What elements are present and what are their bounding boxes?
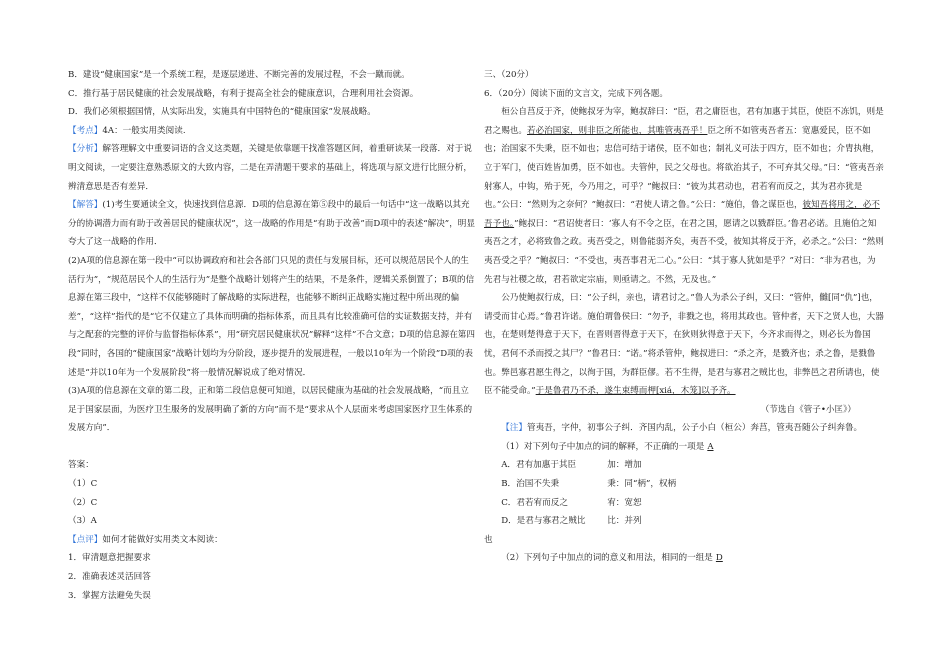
- passage-paragraph-2: [484, 289, 884, 401]
- dianping-tag: 【点评】: [68, 534, 103, 545]
- answer-1: （1）C: [68, 479, 98, 490]
- dianping-text: 如何才能做好实用类文本阅读：: [102, 534, 223, 545]
- option-sentence: C．君若宥而反之: [501, 497, 568, 508]
- option-row: [484, 456, 884, 475]
- option-d-text: D．我们必须根据国情，从实际出发，实施具有中国特色的“健康国家”发展战略。: [68, 107, 376, 118]
- answer-3: （3）A: [68, 516, 97, 527]
- sub-question-2-text: （2）下列句子中加点的词的意义和用法，相同的一组是: [501, 553, 713, 564]
- jieda-tag: 【解答】: [68, 200, 103, 211]
- passage-text: 桓公自莒反于齐，使鲍叔牙为宰，鲍叔辞曰：“臣，君之庸臣也，君有加惠于其臣，使臣不冻饥，则是君之赐也。: [484, 107, 884, 136]
- passage-text: 公乃使鲍叔行成，曰：“公子纠，亲也，请君讨之。”鲁人为杀公子纠，又曰：“管仲，雠[同“仇”]也，请受而甘心焉。”鲁君许诺。施伯谓鲁侯曰：“勿予，非戮之也，将用其政也。管仲者，天下之贤人也，大器也，在楚则楚得意于天下，在晋则晋得意于天下，在狄则狄得意于天下，今齐求而得之，则必长为鲁国忧，君何不杀而授之其尸？”鲁君曰：“诺。”将杀管仲，鲍叔进曰：“杀之齐，是戮齐也；杀之鲁，是戮鲁也。弊邑寡君愿生得之，以徇于国，为群臣僇。若不生得，是君与寡君之贼比也，非弊邑之君所请也，使臣不能受命。”: [484, 293, 884, 397]
- jieda-part-3: (3)A项的信息源在文章的第二段，正和第二段信息便可知道，以居民健康为基础的社会发展战略，“而且立足于国家层面，为医疗卫生服务的发展明确了新的方向”而不是“要求从个人层面来考虑国家医疗卫生体系的发展方向”．: [68, 386, 473, 434]
- note-tag: 【注】: [501, 423, 527, 434]
- underlined-sentence-2: 彼知吾将用之，必不吾予也。: [484, 200, 880, 229]
- passage-text: 臣之所不如管夷吾者五：宽惠爱民，臣不如也；治国家不失秉，臣不如也；忠信可结于诸侯，臣不如也；制礼义可法于四方，臣不如也；介胄执枹，立于军门，使百姓皆加勇，臣不如也。夫管仲，民之父母也。将欲治其子，不可弃其父母。”曰：“管夷吾亲射寡人，中钩，殆于死，今乃用之，可乎？”鲍叔曰：“彼为其君动也，君若宥而反之，其为君亦犹是也。”公曰：“然则为之奈何？”鲍叔曰：“君使人请之鲁。”公曰：“施伯，鲁之谋臣也，: [484, 125, 884, 211]
- sub-question-2: [484, 549, 884, 568]
- tip-2: 2．准确表述灵活回答: [68, 572, 151, 583]
- left-column: [68, 66, 476, 605]
- kaodian-tag: 【考点】: [68, 125, 103, 136]
- option-gloss: 比：并列: [607, 516, 642, 527]
- passage-text: ”鲍叔曰：“君诏使者曰：‘寡人有不令之臣，在君之国，愿请之以戮群臣。’鲁君必诺。且施伯之知夷吾之才，必将致鲁之政。夷吾受之，则鲁能弱齐矣，夷吾不受，彼知其将反于齐，必杀之。”公曰：“然则夷吾受之乎？”鲍叔曰：“不受也，夷吾事君无二心。”公曰：“其于寡人犹如是乎？”对曰：“非为君也，为先君与社稷之故，君若欲定宗庙，则亟请之。不然，无及也。”: [484, 218, 884, 285]
- answer-label: 答案：: [68, 460, 94, 471]
- fenxi-text: 解答理解文中重要词语的含义这类题，关键是依靠题干找准答题区间，着重研读某一段落．对于说明文阅读，一定要注意熟悉原文的大致内容，二是在弄清题干要求的基础上，将选项与原文进行比照分析，辨清意思是否有差异．: [68, 144, 472, 192]
- question-6-stem: 6．（20分）阅读下面的文言文，完成下列各题。: [484, 88, 668, 99]
- sub-question-1: [484, 438, 884, 457]
- fenxi-tag: 【分析】: [68, 144, 103, 155]
- option-gloss: 加：增加: [607, 460, 642, 471]
- dianping-block: [68, 531, 476, 550]
- tip-1: 1．审清题意把握要求: [68, 553, 151, 564]
- passage-source: （节选自《管子•小匡》）: [760, 404, 856, 415]
- sub-question-2-answer: D: [715, 553, 723, 564]
- option-row: [484, 494, 884, 513]
- sub-question-1-answer: A: [707, 441, 714, 452]
- passage-paragraph-1: [484, 103, 884, 289]
- underlined-sentence-1: 若必治国家，则非臣之所能也，其唯管夷吾乎！: [526, 125, 708, 136]
- section-heading: 三、（20分）: [484, 70, 534, 80]
- answer-2: （2）C: [68, 497, 98, 508]
- fenxi-block: [68, 140, 476, 196]
- jieda-part-1: (1)考生要通读全文，快速找到信息源．D项的信息源在第⑤段中的最后一句话中“这一战略以其充分的协调潜力而有助于改善居民的健康状况”，这一战略的作用是“有助于改善”而D项中的表述“解决”，明显夸大了这一战略的作用．: [68, 200, 475, 248]
- option-gloss: 宥：宽恕: [607, 497, 642, 508]
- option-c-text: C．推行基于居民健康的社会发展战略，有利于提高全社会的健康意识，合理利用社会资源。: [68, 88, 419, 99]
- option-sentence: A．君有加惠于其臣: [501, 460, 577, 471]
- kaodian-text: 4A：一般实用类阅读.: [102, 125, 186, 136]
- note-text: 管夷吾，字仲，初事公子纠．齐国内乱，公子小白（桓公）奔莒，管夷吾随公子纠奔鲁。: [526, 423, 863, 434]
- kaodian-block: [68, 122, 476, 141]
- option-sentence: D．是君与寡君之贼比也: [484, 516, 586, 545]
- option-row: [484, 512, 884, 549]
- sub-question-1-text: （1）对下列句子中加点的词的解释，不正确的一项是: [501, 441, 705, 452]
- option-sentence: B．治国不失秉: [501, 479, 560, 490]
- underlined-sentence-3: 于是鲁君乃不杀，遂生束缚而柙[xiá，木笼]以予齐。: [535, 386, 736, 397]
- tip-3: 3．掌握方法避免失误: [68, 590, 151, 601]
- note-block: [484, 419, 884, 438]
- jieda-part-2: (2)A项的信息源在第一段中“可以协调政府和社会各部门只见的责任与发展目标，还可以规范居民个人的生活行为”，“规范居民个人的生活行为”是整个战略计划将产生的结果，不是条件，逻辑关系倒置了；B项的信息源在第三段中，“这样不仅能够随时了解战略的实际进程，也能够不断纠正战略实施过程中所出现的偏差”，“这样”指代的是“它不仅建立了具体而明确的指标体系，而且具有比较准确可信的实证数据支持，并有与之配套的完整的评价与监督指标体系”，用“研究居民健康状况”解释“这样”不合文意；D项的信息源在第四段“同时，各国的“健康国家”战略计划均为分阶段，逐步提升的发展进程，一般以10年为一个阶段”D项的表述是“并以10年为一个发展阶段”将一般情况解说成了绝对情况．: [68, 255, 475, 378]
- right-column: [484, 66, 884, 568]
- option-gloss: 秉：同“柄”，权柄: [607, 479, 677, 490]
- option-row: [484, 475, 884, 494]
- jieda-block: [68, 196, 476, 252]
- option-b-text: B．建设“健康国家”是一个系统工程，是逐层递进、不断完善的发展过程，不会一蹴而就。: [68, 70, 410, 80]
- spacer: [68, 438, 476, 457]
